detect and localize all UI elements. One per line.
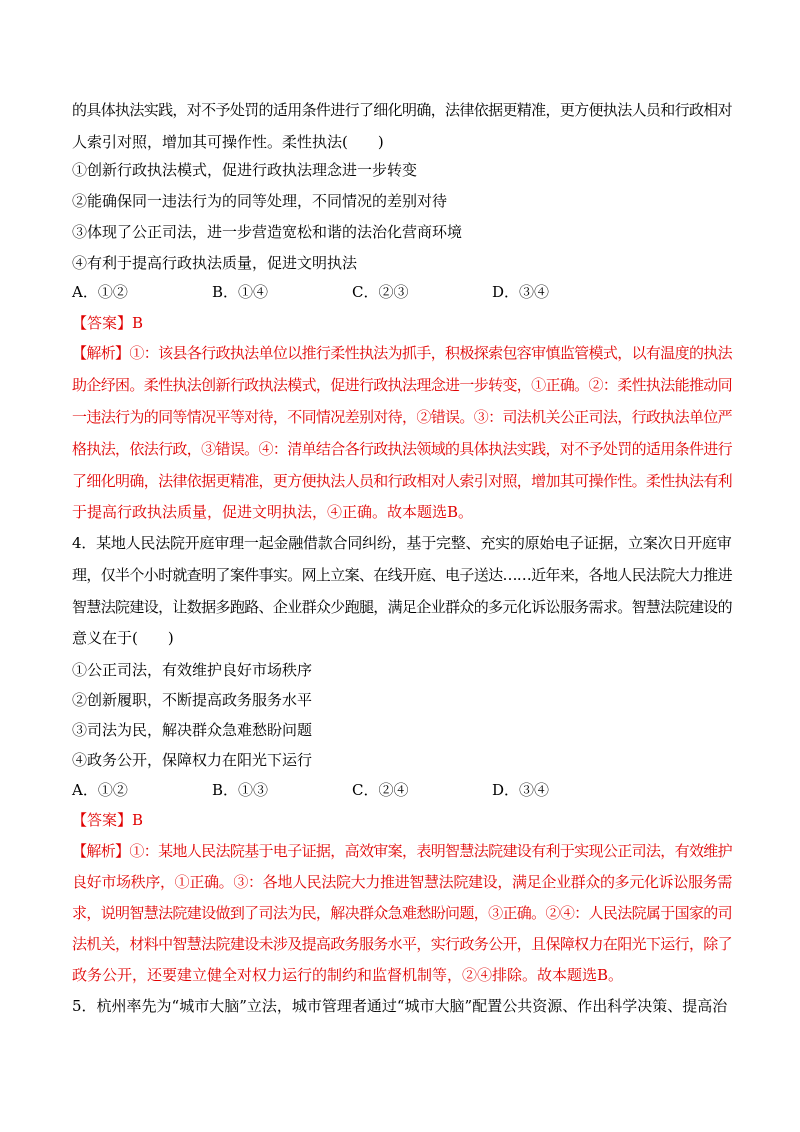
q4-stem-line: 意义在于( ) [72,629,174,647]
q4-analysis-line: 【解析】①：某地人民法院基于电子证据，高效审案，表明智慧法院建设有利于实现公正司法，有效维护 [72,842,733,860]
q4-analysis-line: 求，说明智慧法院建设做到了司法为民，解决群众急难愁盼问题，③正确。②④：人民法院属于国家的司 [72,904,733,922]
q4-stem-line: 智慧法院建设，让数据多跑路、企业群众少跑腿，满足企业群众的多元化诉讼服务需求。智慧法院建设的 [72,598,733,616]
q4-option-c: C．②④ [352,781,409,799]
q4-answer: 【答案】B [72,811,144,829]
q3-analysis-line: 一违法行为的同等情况平等对待，不同情况差别对待，②错误。③：司法机关公正司法，行政执法单位严 [72,408,733,426]
q4-item: ②创新履职，不断提高政务服务水平 [72,691,313,709]
q3-stem-line: 人索引对照，增加其可操作性。柔性执法( ) [72,133,384,151]
q3-answer: 【答案】B [72,314,144,332]
q3-item: ③体现了公正司法，进一步营造宽松和谐的法治化营商环境 [72,223,463,241]
q3-stem-line: 的具体执法实践，对不予处罚的适用条件进行了细化明确，法律依据更精准，更方便执法人员和行政相对 [72,101,733,119]
q4-analysis-line: 良好市场秩序，①正确。③：各地人民法院大力推进智慧法院建设，满足企业群众的多元化诉讼服务需 [72,873,733,891]
q3-option-a: A．①② [72,283,128,301]
q4-item: ①公正司法，有效维护良好市场秩序 [72,661,313,679]
q4-option-d: D．③④ [492,781,550,799]
q3-item: ①创新行政执法模式，促进行政执法理念进一步转变 [72,161,418,179]
q4-analysis-line: 政务公开，还要建立健全对权力运行的制约和监督机制等，②④排除。故本题选B。 [72,966,624,984]
q3-item: ④有利于提高行政执法质量，促进文明执法 [72,254,358,272]
q3-analysis-line: 格执法，依法行政，③错误。④：清单结合各行政执法领域的具体执法实践，对不予处罚的适用条件进行 [72,440,733,458]
q4-option-a: A．①② [72,781,128,799]
q3-option-c: C．②③ [352,283,409,301]
q3-option-d: D．③④ [492,283,550,301]
q3-item: ②能确保同一违法行为的同等处理，不同情况的差别对待 [72,192,448,210]
q4-item: ③司法为民，解决群众急难愁盼问题 [72,721,313,739]
q4-option-b: B．①③ [212,781,269,799]
q3-analysis-line: 了细化明确，法律依据更精准，更方便执法人员和行政相对人索引对照，增加其可操作性。柔性执法有利 [72,472,733,490]
q4-item: ④政务公开，保障权力在阳光下运行 [72,751,313,769]
q4-analysis-line: 法机关，材料中智慧法院建设未涉及提高政务服务水平，实行政务公开，且保障权力在阳光下运行，除了 [72,935,733,953]
q4-stem-line: 理，仅半个小时就查明了案件事实。网上立案、在线开庭、电子送达……近年来，各地人民法院大力推进 [72,566,733,584]
q3-analysis-line: 于提高行政执法质量，促进文明执法，④正确。故本题选B。 [72,503,474,521]
q3-analysis-line: 【解析】①：该县各行政执法单位以推行柔性执法为抓手，积极探索包容审慎监管模式，以有温度的执法 [72,344,733,362]
q4-stem-line: 4．某地人民法院开庭审理一起金融借款合同纠纷，基于完整、充实的原始电子证据，立案次日开庭审 [72,534,732,552]
q5-stem-line: 5．杭州率先为“城市大脑”立法，城市管理者通过“城市大脑”配置公共资源、作出科学决策、提高治 [72,997,728,1015]
q3-option-b: B．①④ [212,283,269,301]
q3-analysis-line: 助企纾困。柔性执法创新行政执法模式，促进行政执法理念进一步转变，①正确。②：柔性执法能推动同 [72,376,733,394]
